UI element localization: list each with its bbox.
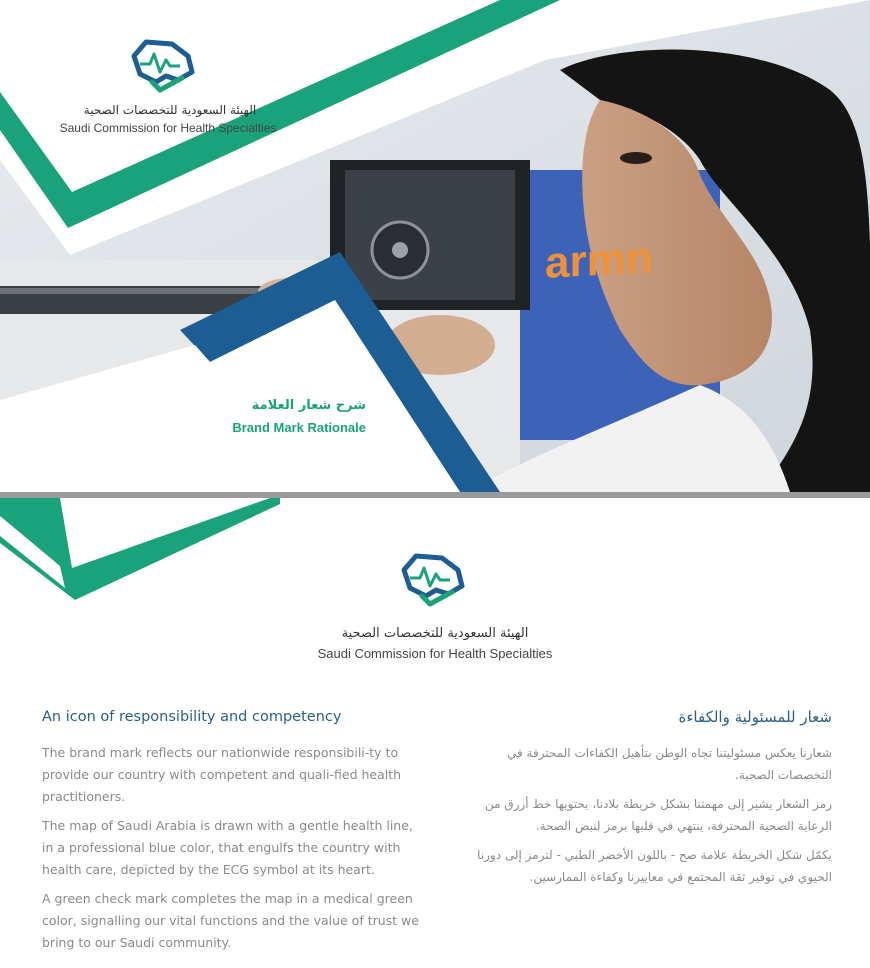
- cover-title-en: Brand Mark Rationale: [232, 420, 366, 435]
- cover-org-name-ar: الهيئة السعودية للتخصصات الصحية: [83, 103, 257, 117]
- cover-title-ar: شرح شعار العلامة: [251, 398, 366, 413]
- body-en-paragraph: A green check mark completes the map in a medical green color, signalling our vital functions and the value of trust we bring to our Saudi community.: [42, 891, 419, 950]
- body-en: [42, 742, 420, 961]
- content-green-ribbon: [0, 498, 280, 603]
- heading-ar: شعار للمسئولية والكفاءة: [678, 708, 832, 726]
- content-org-name-en: Saudi Commission for Health Specialties: [317, 646, 553, 661]
- photo-sign-text: armn: [545, 233, 653, 288]
- body-en-paragraph: The map of Saudi Arabia is drawn with a gentle health line, in a professional blue color, that engulfs the country with health care, depicted by the ECG symbol at its heart.: [42, 818, 413, 877]
- scfhs-logo-icon: [126, 36, 200, 98]
- content-org-name-ar: الهيئة السعودية للتخصصات الصحية: [341, 626, 529, 641]
- scfhs-logo-icon: [396, 548, 470, 614]
- body-ar: [456, 742, 832, 895]
- body-ar-paragraph: رمز الشعار يشير إلى مهمتنا بشكل خريطة بلادنا، يحتويها خط أزرق من الرعاية الصحية المحترفة، ينتهي في قلبها برمز لنبض الصحة.: [485, 797, 832, 833]
- heading-en: An icon of responsibility and competency: [42, 709, 342, 725]
- body-ar-paragraph: شعارنا يعكس مسئوليتنا تجاه الوطن بتأهيل الكفاءات المحترفة في التخصصات الصحية.: [507, 746, 832, 782]
- cover-org-name-en: Saudi Commission for Health Specialties: [59, 121, 277, 135]
- body-en-paragraph: The brand mark reflects our nationwide responsibili-ty to provide our country with competent and quali-fied health practitioners.: [42, 745, 402, 804]
- content-panel: [0, 498, 870, 968]
- body-ar-paragraph: يكمّل شكل الخريطة علامة صح - باللون الأخضر الطبي - لترمز إلى دورنا الحيوي في توفير ثقة المجتمع في معاييرنا وكفاءة الممارسين.: [477, 848, 832, 884]
